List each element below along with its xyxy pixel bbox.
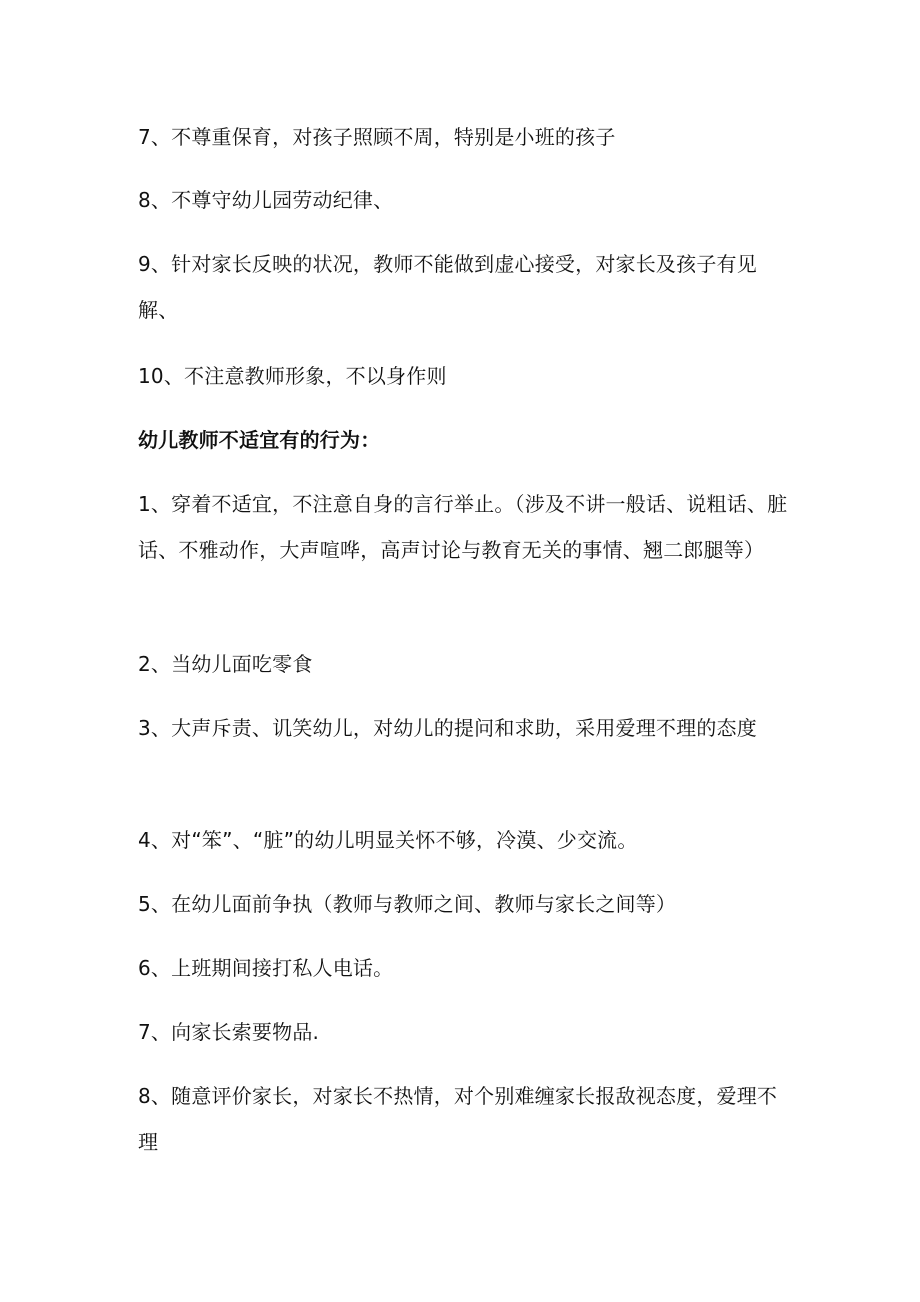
list-item: 5、在幼儿面前争执（教师与教师之间、教师与家长之间等） [138, 892, 677, 916]
list-item: 7、向家长索要物品. [138, 1020, 320, 1044]
list-item: 6、上班期间接打私人电话。 [138, 956, 394, 980]
list-item: 2、当幼儿面吃零食 [138, 652, 313, 676]
list-item: 8、随意评价家长，对家长不热情，对个别难缠家长报敌视态度，爱理不理 [138, 1084, 778, 1154]
list-item: 9、针对家长反映的状况，教师不能做到虚心接受，对家长及孩子有见解、 [138, 252, 757, 322]
list-item: 7、不尊重保育，对孩子照顾不周，特别是小班的孩子 [138, 125, 616, 149]
section-heading: 幼儿教师不适宜有的行为： [138, 428, 381, 452]
list-item: 3、大声斥责、讥笑幼儿，对幼儿的提问和求助，采用爱理不理的态度 [138, 716, 757, 740]
list-item: 10、不注意教师形象，不以身作则 [138, 364, 447, 388]
list-item: 4、对“笨”、“脏”的幼儿明显关怀不够，冷漠、少交流。 [138, 828, 638, 852]
list-item: 1、穿着不适宜，不注意自身的言行举止。（涉及不讲一般话、说粗话、脏话、不雅动作，大声喧哗，高声讨论与教育无关的事情、翘二郎腿等） [138, 492, 788, 562]
list-item: 8、不尊守幼儿园劳动纪律、 [138, 188, 394, 212]
